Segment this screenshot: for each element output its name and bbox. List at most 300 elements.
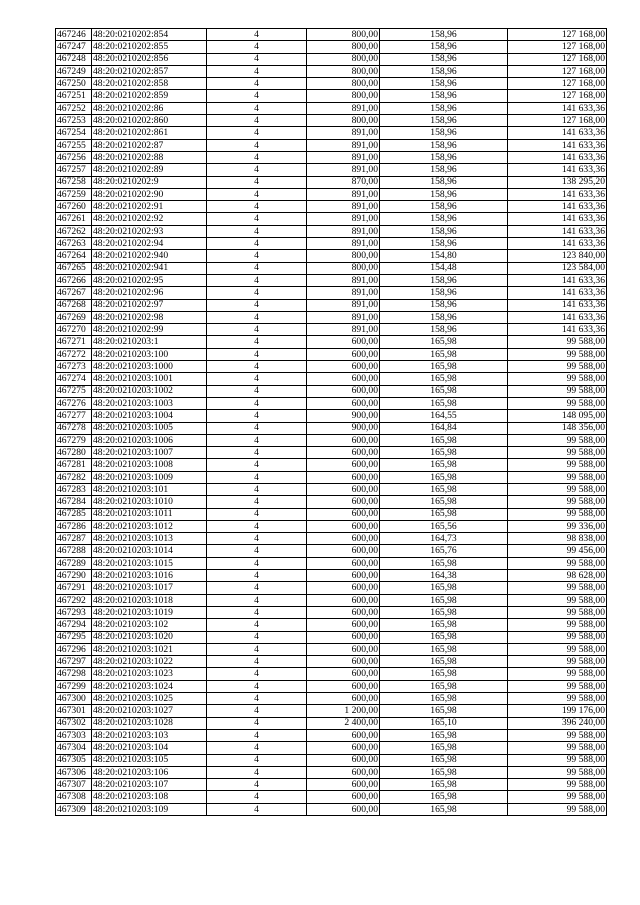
cadastral-number-cell: 48:20:0210202:858	[92, 78, 207, 90]
specific-value-cell: 165,98	[380, 668, 508, 680]
cadastral-value-cell: 127 168,00	[508, 65, 607, 77]
area-cell: 891,00	[307, 164, 380, 176]
cadastral-value-cell: 141 633,36	[508, 299, 607, 311]
row-number-cell: 467273	[56, 361, 92, 373]
area-cell: 600,00	[307, 361, 380, 373]
table-row	[56, 65, 607, 77]
cadastral-value-cell: 98 838,00	[508, 533, 607, 545]
specific-value-cell: 165,98	[380, 693, 508, 705]
cadastral-value-cell: 141 633,36	[508, 274, 607, 286]
row-number-cell: 467254	[56, 127, 92, 139]
cadastral-number-cell: 48:20:0210202:87	[92, 139, 207, 151]
area-cell: 600,00	[307, 336, 380, 348]
cadastral-number-cell: 48:20:0210202:859	[92, 90, 207, 102]
area-cell: 600,00	[307, 803, 380, 815]
cadastral-number-cell: 48:20:0210203:108	[92, 791, 207, 803]
cadastral-number-cell: 48:20:0210203:1013	[92, 533, 207, 545]
row-number-cell: 467299	[56, 680, 92, 692]
cadastral-value-cell: 99 588,00	[508, 459, 607, 471]
group-cell: 4	[207, 397, 307, 409]
row-number-cell: 467272	[56, 348, 92, 360]
specific-value-cell: 165,98	[380, 447, 508, 459]
row-number-cell: 467269	[56, 311, 92, 323]
specific-value-cell: 165,56	[380, 520, 508, 532]
specific-value-cell: 154,48	[380, 262, 508, 274]
table-row	[56, 41, 607, 53]
table-row	[56, 693, 607, 705]
cadastral-value-cell: 99 588,00	[508, 766, 607, 778]
specific-value-cell: 165,98	[380, 680, 508, 692]
area-cell: 891,00	[307, 201, 380, 213]
area-cell: 600,00	[307, 348, 380, 360]
cadastral-number-cell: 48:20:0210202:86	[92, 102, 207, 114]
area-cell: 800,00	[307, 53, 380, 65]
area-cell: 600,00	[307, 668, 380, 680]
cadastral-value-cell: 99 588,00	[508, 361, 607, 373]
row-number-cell: 467279	[56, 434, 92, 446]
cadastral-number-cell: 48:20:0210203:1016	[92, 570, 207, 582]
area-cell: 2 400,00	[307, 717, 380, 729]
group-cell: 4	[207, 496, 307, 508]
area-cell: 600,00	[307, 570, 380, 582]
specific-value-cell: 165,98	[380, 373, 508, 385]
area-cell: 600,00	[307, 385, 380, 397]
table-row	[56, 422, 607, 434]
row-number-cell: 467268	[56, 299, 92, 311]
row-number-cell: 467248	[56, 53, 92, 65]
group-cell: 4	[207, 410, 307, 422]
group-cell: 4	[207, 53, 307, 65]
cadastral-number-cell: 48:20:0210203:1000	[92, 361, 207, 373]
row-number-cell: 467281	[56, 459, 92, 471]
area-cell: 800,00	[307, 90, 380, 102]
row-number-cell: 467306	[56, 766, 92, 778]
row-number-cell: 467292	[56, 594, 92, 606]
specific-value-cell: 158,96	[380, 164, 508, 176]
cadastral-value-cell: 99 588,00	[508, 582, 607, 594]
area-cell: 600,00	[307, 643, 380, 655]
cadastral-value-cell: 141 633,36	[508, 201, 607, 213]
group-cell: 4	[207, 729, 307, 741]
table-row	[56, 791, 607, 803]
row-number-cell: 467285	[56, 508, 92, 520]
specific-value-cell: 165,98	[380, 606, 508, 618]
group-cell: 4	[207, 336, 307, 348]
specific-value-cell: 165,98	[380, 434, 508, 446]
group-cell: 4	[207, 41, 307, 53]
cadastral-number-cell: 48:20:0210202:99	[92, 324, 207, 336]
specific-value-cell: 164,84	[380, 422, 508, 434]
group-cell: 4	[207, 201, 307, 213]
cadastral-value-cell: 141 633,36	[508, 127, 607, 139]
area-cell: 600,00	[307, 434, 380, 446]
specific-value-cell: 158,96	[380, 65, 508, 77]
area-cell: 891,00	[307, 299, 380, 311]
group-cell: 4	[207, 680, 307, 692]
table-row	[56, 213, 607, 225]
table-row	[56, 483, 607, 495]
cadastral-number-cell: 48:20:0210203:1019	[92, 606, 207, 618]
cadastral-number-cell: 48:20:0210202:91	[92, 201, 207, 213]
group-cell: 4	[207, 127, 307, 139]
cadastral-number-cell: 48:20:0210203:1024	[92, 680, 207, 692]
cadastral-value-cell: 99 588,00	[508, 471, 607, 483]
cadastral-number-cell: 48:20:0210202:940	[92, 250, 207, 262]
group-cell: 4	[207, 299, 307, 311]
row-number-cell: 467294	[56, 619, 92, 631]
cadastral-number-cell: 48:20:0210203:1028	[92, 717, 207, 729]
area-cell: 891,00	[307, 225, 380, 237]
cadastral-value-cell: 99 588,00	[508, 348, 607, 360]
group-cell: 4	[207, 754, 307, 766]
group-cell: 4	[207, 594, 307, 606]
area-cell: 891,00	[307, 102, 380, 114]
specific-value-cell: 165,10	[380, 717, 508, 729]
group-cell: 4	[207, 705, 307, 717]
cadastral-number-cell: 48:20:0210203:1021	[92, 643, 207, 655]
row-number-cell: 467250	[56, 78, 92, 90]
group-cell: 4	[207, 693, 307, 705]
group-cell: 4	[207, 471, 307, 483]
cadastral-number-cell: 48:20:0210203:1017	[92, 582, 207, 594]
group-cell: 4	[207, 557, 307, 569]
cadastral-value-cell: 99 588,00	[508, 631, 607, 643]
cadastral-value-cell: 141 633,36	[508, 225, 607, 237]
table-row	[56, 115, 607, 127]
table-row	[56, 557, 607, 569]
area-cell: 600,00	[307, 557, 380, 569]
area-cell: 891,00	[307, 213, 380, 225]
specific-value-cell: 165,98	[380, 385, 508, 397]
row-number-cell: 467309	[56, 803, 92, 815]
specific-value-cell: 158,96	[380, 311, 508, 323]
specific-value-cell: 165,98	[380, 336, 508, 348]
specific-value-cell: 158,96	[380, 102, 508, 114]
row-number-cell: 467266	[56, 274, 92, 286]
area-cell: 800,00	[307, 29, 380, 41]
table-row	[56, 631, 607, 643]
group-cell: 4	[207, 422, 307, 434]
row-number-cell: 467289	[56, 557, 92, 569]
row-number-cell: 467270	[56, 324, 92, 336]
area-cell: 600,00	[307, 447, 380, 459]
group-cell: 4	[207, 385, 307, 397]
area-cell: 600,00	[307, 742, 380, 754]
table-row	[56, 29, 607, 41]
cadastral-number-cell: 48:20:0210203:1012	[92, 520, 207, 532]
cadastral-number-cell: 48:20:0210202:9	[92, 176, 207, 188]
table-row	[56, 250, 607, 262]
cadastral-number-cell: 48:20:0210203:101	[92, 483, 207, 495]
cadastral-number-cell: 48:20:0210202:97	[92, 299, 207, 311]
specific-value-cell: 165,98	[380, 459, 508, 471]
row-number-cell: 467260	[56, 201, 92, 213]
group-cell: 4	[207, 348, 307, 360]
cadastral-value-cell: 123 584,00	[508, 262, 607, 274]
cadastral-value-cell: 99 588,00	[508, 803, 607, 815]
area-cell: 891,00	[307, 238, 380, 250]
table-row	[56, 90, 607, 102]
cadastral-number-cell: 48:20:0210202:95	[92, 274, 207, 286]
table-row	[56, 754, 607, 766]
cadastral-value-cell: 99 588,00	[508, 373, 607, 385]
cadastral-number-cell: 48:20:0210203:1005	[92, 422, 207, 434]
specific-value-cell: 165,98	[380, 483, 508, 495]
table-row	[56, 201, 607, 213]
row-number-cell: 467267	[56, 287, 92, 299]
specific-value-cell: 164,55	[380, 410, 508, 422]
table-row	[56, 496, 607, 508]
cadastral-value-cell: 99 588,00	[508, 729, 607, 741]
cadastral-number-cell: 48:20:0210203:1025	[92, 693, 207, 705]
group-cell: 4	[207, 176, 307, 188]
cadastral-number-cell: 48:20:0210203:1010	[92, 496, 207, 508]
table-row	[56, 127, 607, 139]
cadastral-number-cell: 48:20:0210203:102	[92, 619, 207, 631]
area-cell: 800,00	[307, 262, 380, 274]
group-cell: 4	[207, 373, 307, 385]
table-row	[56, 397, 607, 409]
cadastral-number-cell: 48:20:0210202:861	[92, 127, 207, 139]
group-cell: 4	[207, 803, 307, 815]
group-cell: 4	[207, 361, 307, 373]
cadastral-value-cell: 99 588,00	[508, 656, 607, 668]
table-body	[56, 29, 607, 816]
area-cell: 600,00	[307, 459, 380, 471]
group-cell: 4	[207, 287, 307, 299]
cadastral-number-cell: 48:20:0210203:1009	[92, 471, 207, 483]
cadastral-number-cell: 48:20:0210202:88	[92, 151, 207, 163]
cadastral-number-cell: 48:20:0210203:106	[92, 766, 207, 778]
group-cell: 4	[207, 520, 307, 532]
specific-value-cell: 165,98	[380, 582, 508, 594]
row-number-cell: 467256	[56, 151, 92, 163]
area-cell: 891,00	[307, 311, 380, 323]
table-row	[56, 151, 607, 163]
cadastral-number-cell: 48:20:0210203:1	[92, 336, 207, 348]
cadastral-value-cell: 99 588,00	[508, 791, 607, 803]
area-cell: 891,00	[307, 274, 380, 286]
group-cell: 4	[207, 213, 307, 225]
specific-value-cell: 158,96	[380, 41, 508, 53]
specific-value-cell: 158,96	[380, 274, 508, 286]
group-cell: 4	[207, 115, 307, 127]
cadastral-number-cell: 48:20:0210203:1015	[92, 557, 207, 569]
specific-value-cell: 165,98	[380, 643, 508, 655]
table-row	[56, 570, 607, 582]
area-cell: 600,00	[307, 545, 380, 557]
table-row	[56, 274, 607, 286]
group-cell: 4	[207, 631, 307, 643]
group-cell: 4	[207, 90, 307, 102]
row-number-cell: 467283	[56, 483, 92, 495]
group-cell: 4	[207, 766, 307, 778]
area-cell: 870,00	[307, 176, 380, 188]
row-number-cell: 467301	[56, 705, 92, 717]
cadastral-value-cell: 99 588,00	[508, 508, 607, 520]
specific-value-cell: 158,96	[380, 78, 508, 90]
group-cell: 4	[207, 324, 307, 336]
cadastral-value-cell: 141 633,36	[508, 324, 607, 336]
specific-value-cell: 158,96	[380, 127, 508, 139]
area-cell: 600,00	[307, 582, 380, 594]
cadastral-value-cell: 99 588,00	[508, 496, 607, 508]
table-row	[56, 766, 607, 778]
cadastral-number-cell: 48:20:0210202:92	[92, 213, 207, 225]
row-number-cell: 467284	[56, 496, 92, 508]
table-row	[56, 582, 607, 594]
group-cell: 4	[207, 78, 307, 90]
specific-value-cell: 165,98	[380, 791, 508, 803]
row-number-cell: 467307	[56, 779, 92, 791]
area-cell: 600,00	[307, 766, 380, 778]
cadastral-number-cell: 48:20:0210202:98	[92, 311, 207, 323]
row-number-cell: 467288	[56, 545, 92, 557]
area-cell: 600,00	[307, 483, 380, 495]
table-row	[56, 225, 607, 237]
table-row	[56, 803, 607, 815]
cadastral-value-cell: 141 633,36	[508, 238, 607, 250]
table-row	[56, 238, 607, 250]
cadastral-value-cell: 99 588,00	[508, 557, 607, 569]
cadastral-number-cell: 48:20:0210203:1023	[92, 668, 207, 680]
table-row	[56, 139, 607, 151]
area-cell: 891,00	[307, 324, 380, 336]
cadastral-value-cell: 141 633,36	[508, 213, 607, 225]
table-row	[56, 606, 607, 618]
area-cell: 600,00	[307, 729, 380, 741]
group-cell: 4	[207, 545, 307, 557]
table-row	[56, 459, 607, 471]
area-cell: 891,00	[307, 188, 380, 200]
area-cell: 600,00	[307, 520, 380, 532]
specific-value-cell: 165,98	[380, 779, 508, 791]
cadastral-value-cell: 199 176,00	[508, 705, 607, 717]
specific-value-cell: 165,76	[380, 545, 508, 557]
cadastral-value-cell: 99 588,00	[508, 336, 607, 348]
group-cell: 4	[207, 606, 307, 618]
row-number-cell: 467278	[56, 422, 92, 434]
cadastral-value-cell: 99 588,00	[508, 680, 607, 692]
group-cell: 4	[207, 619, 307, 631]
area-cell: 600,00	[307, 656, 380, 668]
cadastral-number-cell: 48:20:0210202:857	[92, 65, 207, 77]
cadastral-value-cell: 127 168,00	[508, 115, 607, 127]
cadastral-number-cell: 48:20:0210202:854	[92, 29, 207, 41]
row-number-cell: 467263	[56, 238, 92, 250]
row-number-cell: 467305	[56, 754, 92, 766]
row-number-cell: 467295	[56, 631, 92, 643]
row-number-cell: 467246	[56, 29, 92, 41]
row-number-cell: 467296	[56, 643, 92, 655]
cadastral-value-cell: 141 633,36	[508, 151, 607, 163]
row-number-cell: 467253	[56, 115, 92, 127]
area-cell: 600,00	[307, 680, 380, 692]
table-row	[56, 299, 607, 311]
cadastral-value-cell: 123 840,00	[508, 250, 607, 262]
specific-value-cell: 165,98	[380, 348, 508, 360]
table-row	[56, 545, 607, 557]
table-row	[56, 680, 607, 692]
table-row	[56, 102, 607, 114]
table-row	[56, 656, 607, 668]
area-cell: 900,00	[307, 422, 380, 434]
cadastral-value-cell: 141 633,36	[508, 102, 607, 114]
specific-value-cell: 165,98	[380, 361, 508, 373]
group-cell: 4	[207, 164, 307, 176]
specific-value-cell: 165,98	[380, 557, 508, 569]
group-cell: 4	[207, 742, 307, 754]
specific-value-cell: 158,96	[380, 201, 508, 213]
group-cell: 4	[207, 311, 307, 323]
area-cell: 1 200,00	[307, 705, 380, 717]
cadastral-number-cell: 48:20:0210203:1008	[92, 459, 207, 471]
group-cell: 4	[207, 102, 307, 114]
cadastral-value-cell: 127 168,00	[508, 78, 607, 90]
row-number-cell: 467277	[56, 410, 92, 422]
cadastral-number-cell: 48:20:0210203:1022	[92, 656, 207, 668]
row-number-cell: 467293	[56, 606, 92, 618]
cadastral-number-cell: 48:20:0210202:94	[92, 238, 207, 250]
cadastral-number-cell: 48:20:0210203:103	[92, 729, 207, 741]
row-number-cell: 467247	[56, 41, 92, 53]
cadastral-number-cell: 48:20:0210203:100	[92, 348, 207, 360]
specific-value-cell: 158,96	[380, 151, 508, 163]
group-cell: 4	[207, 717, 307, 729]
cadastral-number-cell: 48:20:0210203:1004	[92, 410, 207, 422]
specific-value-cell: 165,98	[380, 754, 508, 766]
group-cell: 4	[207, 483, 307, 495]
cadastral-number-cell: 48:20:0210203:1002	[92, 385, 207, 397]
cadastral-number-cell: 48:20:0210203:1001	[92, 373, 207, 385]
table-row	[56, 619, 607, 631]
cadastral-value-cell: 99 588,00	[508, 779, 607, 791]
table-row	[56, 348, 607, 360]
specific-value-cell: 165,98	[380, 631, 508, 643]
group-cell: 4	[207, 459, 307, 471]
row-number-cell: 467302	[56, 717, 92, 729]
cadastral-number-cell: 48:20:0210202:93	[92, 225, 207, 237]
group-cell: 4	[207, 225, 307, 237]
cadastral-value-cell: 99 588,00	[508, 668, 607, 680]
table-row	[56, 668, 607, 680]
table-row	[56, 447, 607, 459]
table-row	[56, 188, 607, 200]
table-row	[56, 742, 607, 754]
row-number-cell: 467304	[56, 742, 92, 754]
area-cell: 600,00	[307, 373, 380, 385]
cadastral-number-cell: 48:20:0210203:1018	[92, 594, 207, 606]
cadastral-value-cell: 141 633,36	[508, 139, 607, 151]
specific-value-cell: 158,96	[380, 299, 508, 311]
group-cell: 4	[207, 508, 307, 520]
group-cell: 4	[207, 188, 307, 200]
cadastral-value-cell: 99 588,00	[508, 693, 607, 705]
group-cell: 4	[207, 139, 307, 151]
cadastral-value-cell: 99 588,00	[508, 619, 607, 631]
group-cell: 4	[207, 447, 307, 459]
area-cell: 891,00	[307, 287, 380, 299]
area-cell: 600,00	[307, 533, 380, 545]
table-row	[56, 594, 607, 606]
group-cell: 4	[207, 434, 307, 446]
specific-value-cell: 158,96	[380, 213, 508, 225]
specific-value-cell: 158,96	[380, 90, 508, 102]
area-cell: 600,00	[307, 791, 380, 803]
cadastral-value-cell: 127 168,00	[508, 41, 607, 53]
group-cell: 4	[207, 533, 307, 545]
area-cell: 900,00	[307, 410, 380, 422]
